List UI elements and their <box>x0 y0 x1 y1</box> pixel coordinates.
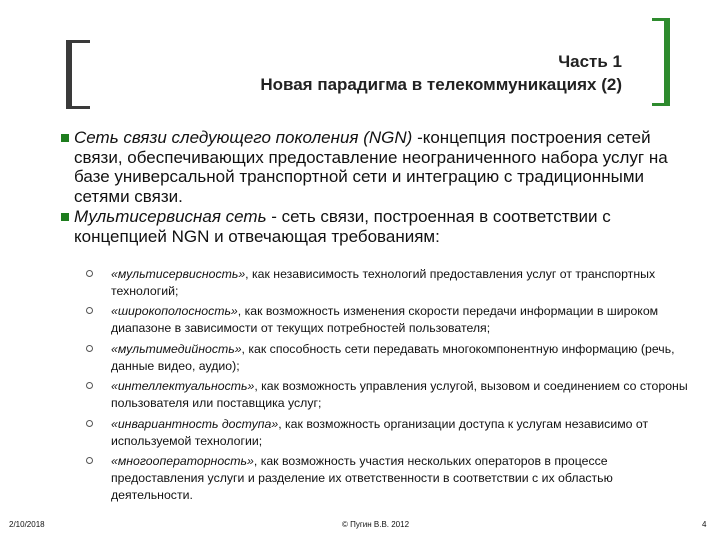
requirement-term: «мультимедийность» <box>111 341 242 356</box>
circle-bullet-icon <box>86 420 93 427</box>
bullet-text: -концепция построения сетей связи, обеспечивающих предоставление неограниченного набора услуг на базе универсальной транспортной сети и интеграцию с традиционными сетями связи. <box>74 128 668 206</box>
circle-bullet-icon <box>86 307 93 314</box>
requirement-item <box>86 341 696 375</box>
circle-bullet-icon <box>86 382 93 389</box>
requirement-term: «мультисервисность» <box>111 267 246 281</box>
right-bracket-decoration <box>652 18 670 106</box>
requirement-term: «многооператорность» <box>111 453 254 468</box>
requirement-text: , как возможность организации доступа к услугам независимо от используемой технологии; <box>111 416 649 448</box>
requirement-term: «инвариантность доступа» <box>111 416 279 431</box>
bullet-term: Мультисервисная сеть <box>74 207 267 226</box>
requirement-item <box>86 378 696 412</box>
requirement-item <box>86 303 696 337</box>
requirement-text: , как возможность изменения скорости передачи информации в широком диапазоне в зависимости от текущих потребностей пользователя; <box>111 304 659 336</box>
requirement-text: , как возможность участия нескольких операторов в процессе предоставления услуги и разделение их ответственности в соответствии с их областью деятельности. <box>111 453 613 502</box>
circle-bullet-icon <box>86 345 93 352</box>
requirement-item <box>86 416 696 450</box>
requirement-item <box>86 453 696 504</box>
requirement-term: «интеллектуальность» <box>111 379 255 394</box>
requirement-item <box>86 266 696 300</box>
footer-date: 2/10/2018 <box>9 520 45 529</box>
circle-bullet-icon <box>86 457 93 464</box>
bullet-text: - сеть связи, построенная в соответствии с концепцией NGN и отвечающая требованиям: <box>74 207 611 246</box>
requirement-text: , как возможность управления услугой, вызовом и соединением со стороны пользователя или поставщика услуг; <box>111 379 688 411</box>
requirements-list <box>86 266 696 507</box>
slide-title <box>100 50 622 96</box>
circle-bullet-icon <box>86 270 93 277</box>
title-line-part: Часть 1 <box>558 52 622 71</box>
requirement-term: «широкополосность» <box>111 304 238 319</box>
page-number: 4 <box>702 520 707 529</box>
bullet-term: Сеть связи следующего поколения (NGN) <box>74 128 413 147</box>
square-bullet-icon <box>61 134 69 142</box>
bullet-multiservice-definition <box>58 207 698 246</box>
requirement-text: , как способность сети передавать многокомпонентную информацию (речь, данные видео, аудио); <box>111 341 675 373</box>
bullet-ngn-definition <box>58 128 698 206</box>
main-bullet-list <box>58 128 698 247</box>
requirement-text: , как независимость технологий предоставления услуг от транспортных технологий; <box>111 267 656 298</box>
left-bracket-decoration <box>66 40 90 109</box>
square-bullet-icon <box>61 213 69 221</box>
title-line-heading: Новая парадигма в телекоммуникациях (2) <box>260 75 622 94</box>
footer-copyright: © Пугин В.В. 2012 <box>342 520 410 529</box>
